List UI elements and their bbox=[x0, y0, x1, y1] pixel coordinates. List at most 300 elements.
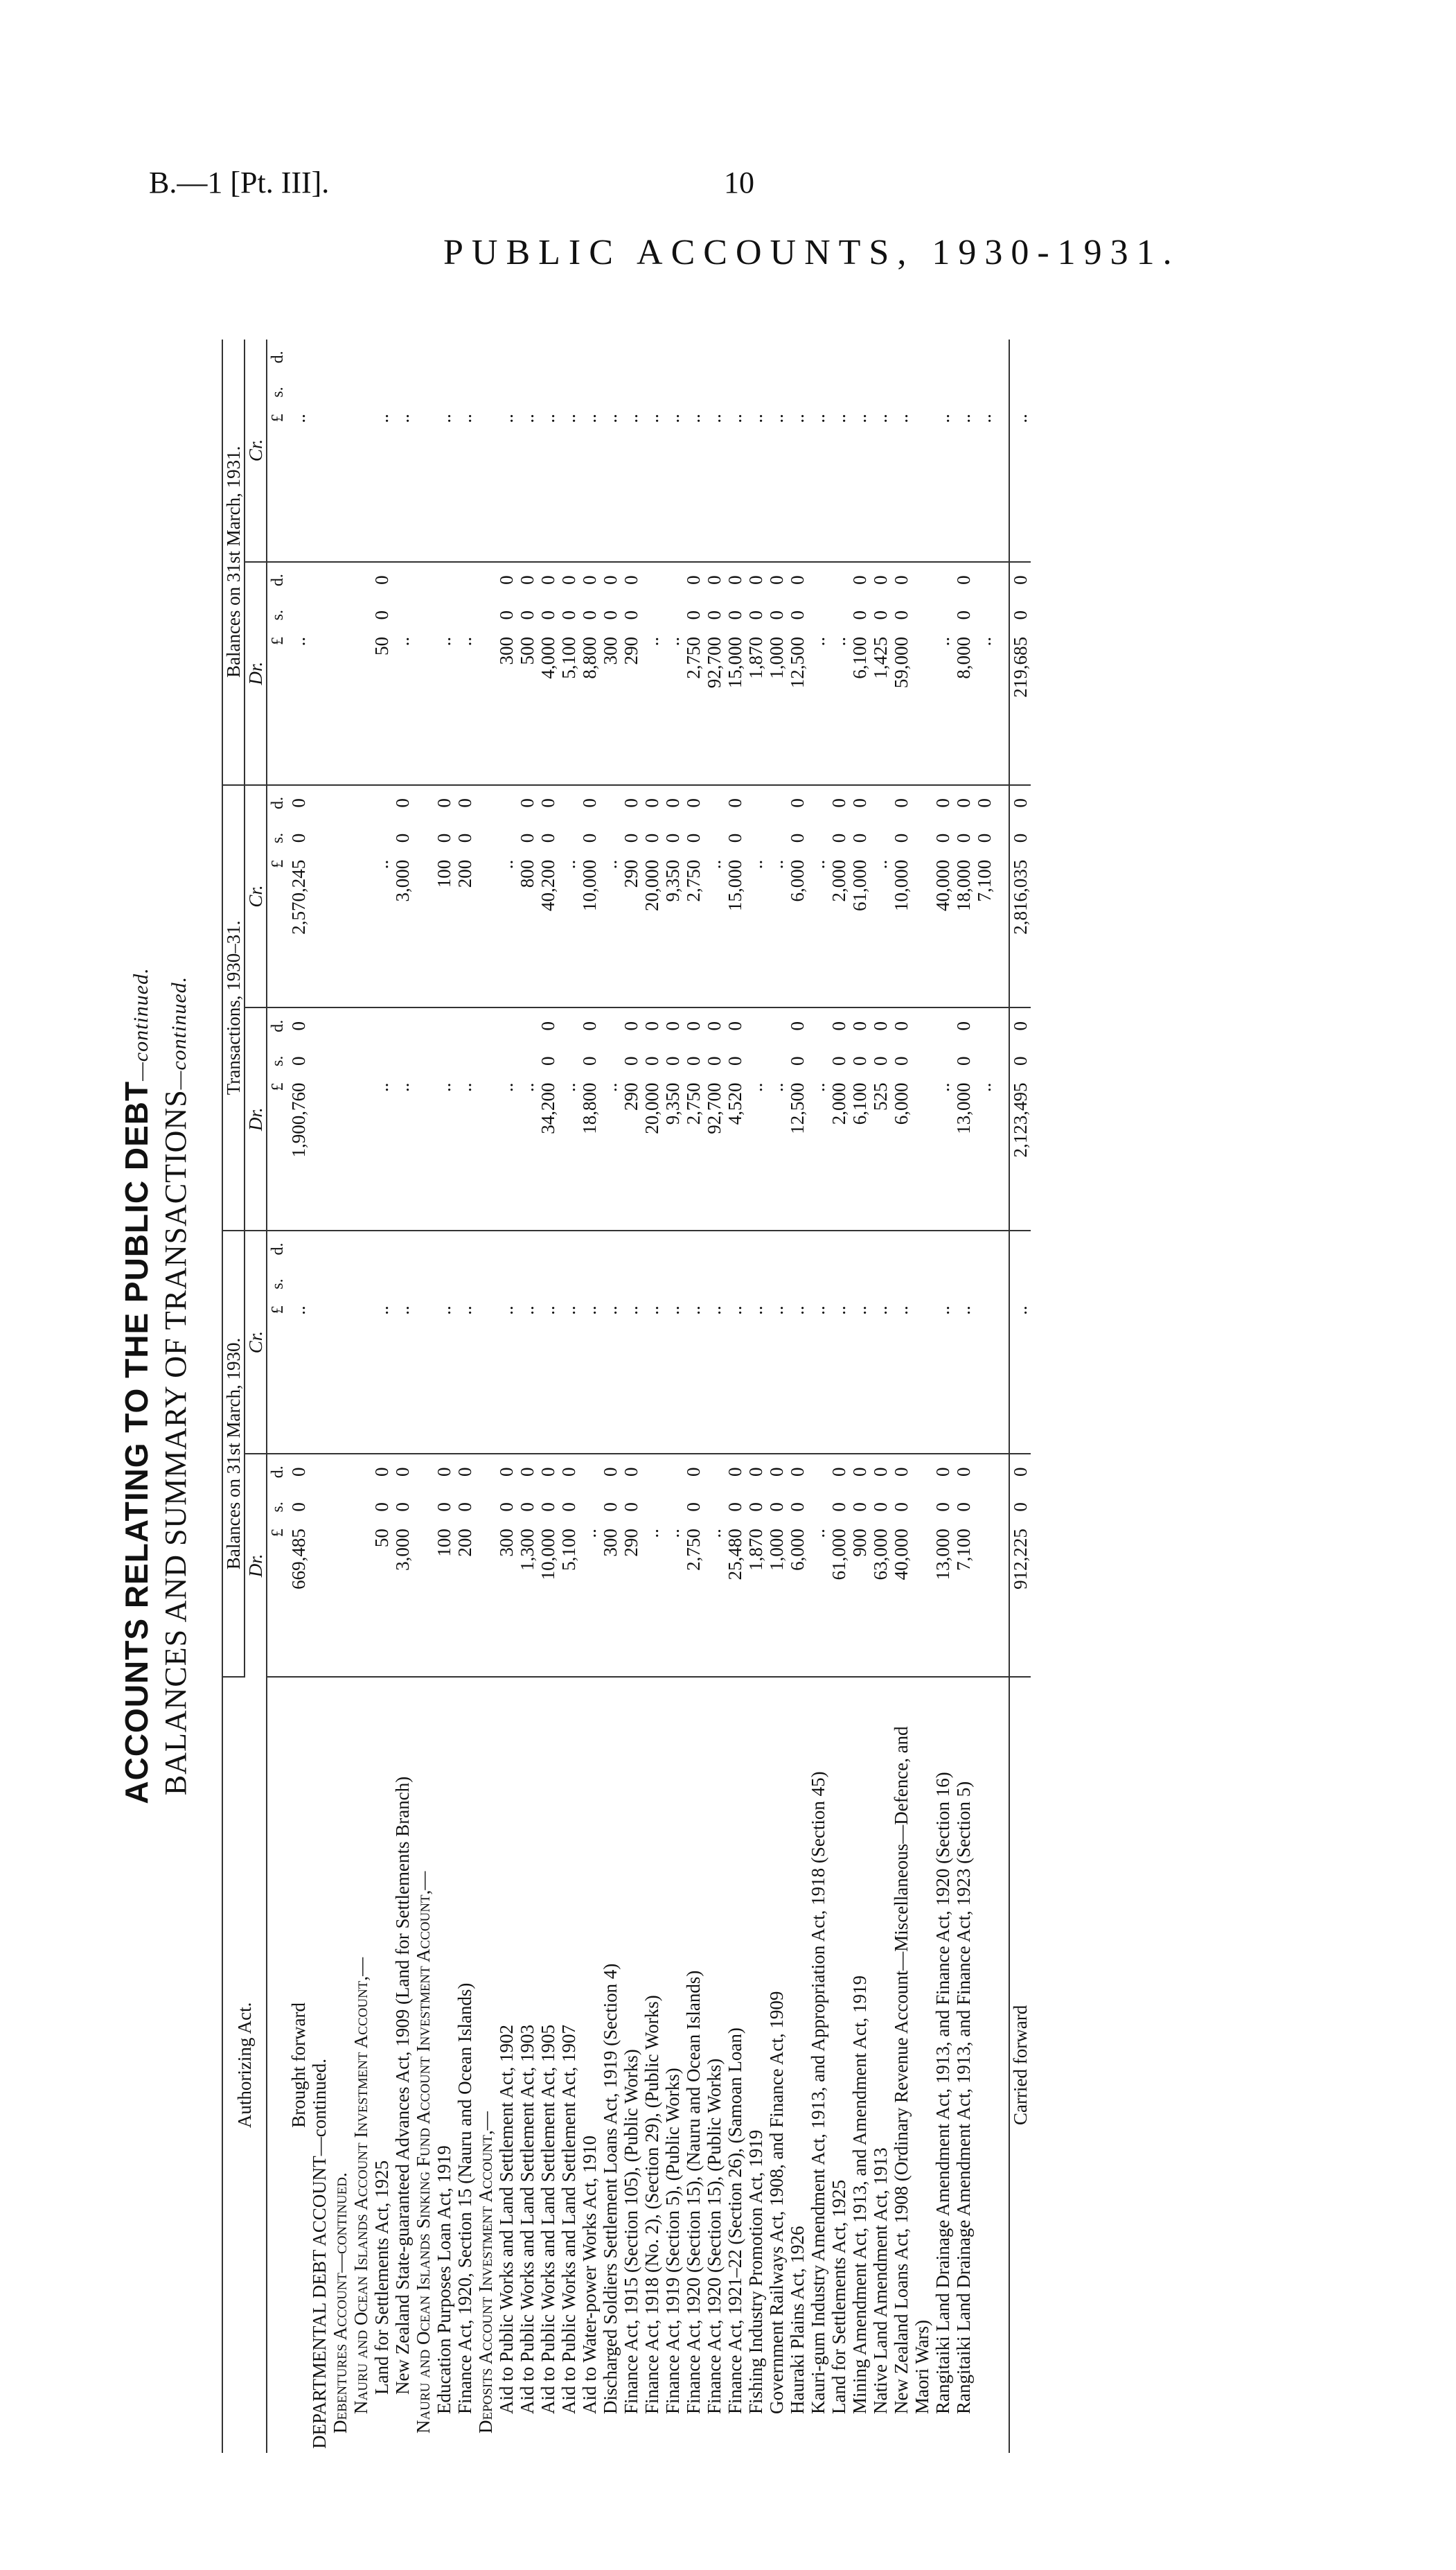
b-cr-pounds-cell: .. bbox=[725, 1301, 745, 1454]
b-cr-pounds-cell: .. bbox=[641, 1301, 662, 1454]
table-body bbox=[267, 340, 1031, 2453]
t-cr-pence-cell bbox=[309, 785, 330, 821]
e-cr-pounds-cell: .. bbox=[641, 410, 662, 562]
b-cr-pence-cell bbox=[413, 1231, 434, 1267]
e-cr-pounds-cell: .. bbox=[392, 410, 413, 562]
e-dr-shillings-cell bbox=[808, 597, 828, 633]
b-dr-shillings-cell bbox=[808, 1490, 828, 1525]
balances-table bbox=[222, 340, 1031, 2453]
b-cr-pounds-cell: .. bbox=[683, 1301, 704, 1454]
e-dr-pence-cell bbox=[288, 562, 309, 598]
table-row bbox=[704, 340, 725, 2453]
e-cr-shillings-cell bbox=[662, 375, 683, 410]
b-dr-shillings-cell: 0 bbox=[496, 1502, 517, 1512]
t-dr-shillings-cell bbox=[517, 1044, 538, 1079]
b-dr-shillings-cell: 0 bbox=[538, 1502, 558, 1512]
b-dr-pounds-cell: 61,000 bbox=[828, 1524, 849, 1677]
t-dr-pounds-cell: 34,200 bbox=[538, 1079, 558, 1231]
b-dr-pounds-cell: .. bbox=[579, 1524, 600, 1677]
col-balances-1931: Balances on 31st March, 1931. bbox=[222, 340, 245, 785]
b-dr-pence-cell: 0 bbox=[600, 1467, 621, 1477]
t-cr-pence-cell: 0 bbox=[641, 798, 662, 808]
b-dr-pounds-cell: 2,750 bbox=[683, 1524, 704, 1677]
e-cr-shillings-cell bbox=[828, 375, 849, 410]
b-cr-pence-cell bbox=[371, 1231, 392, 1267]
spacer-row bbox=[995, 340, 1009, 2453]
b-dr-pence-cell bbox=[808, 1454, 828, 1490]
b-dr-pounds-cell: 100 bbox=[434, 1524, 454, 1677]
e-dr-pence-cell: 0 bbox=[953, 575, 974, 585]
e-cr-pence-cell bbox=[891, 340, 932, 375]
b-dr-pounds-cell: 3,000 bbox=[392, 1524, 413, 1677]
e-dr-shillings-cell: 0 bbox=[745, 610, 766, 620]
b-dr-pence-cell: 0 bbox=[288, 1467, 309, 1477]
e-cr-pence-cell bbox=[1009, 340, 1031, 375]
b-dr-pounds-cell: 1,000 bbox=[766, 1524, 787, 1677]
authorizing-act-cell: Mining Amendment Act, 1913, and Amendment Act, 1919 bbox=[849, 1975, 870, 2414]
t-dr-shillings-cell: 0 bbox=[641, 1056, 662, 1066]
b-cr-pounds-cell: .. bbox=[621, 1301, 641, 1454]
t-cr-pounds-cell: 3,000 bbox=[392, 856, 413, 1008]
e-cr-pence-cell bbox=[413, 340, 434, 375]
e-cr-pounds-cell bbox=[413, 410, 434, 562]
e-dr-shillings-cell bbox=[350, 597, 371, 633]
e-dr-shillings-cell: 0 bbox=[538, 610, 558, 620]
e-cr-pounds-cell: .. bbox=[745, 410, 766, 562]
b-cr-pence-cell bbox=[953, 1231, 974, 1267]
t-cr-shillings-cell: 0 bbox=[641, 833, 662, 843]
e-cr-pounds-cell: .. bbox=[870, 410, 891, 562]
t-dr-pounds-cell: 2,123,495 bbox=[1009, 1079, 1031, 1231]
e-cr-pence-cell bbox=[579, 340, 600, 375]
t-cr-pence-cell bbox=[475, 785, 496, 821]
b-cr-shillings-cell bbox=[849, 1267, 870, 1302]
page-reference: B.—1 [Pt. III]. bbox=[149, 166, 330, 200]
b-cr-pence-cell bbox=[558, 1231, 579, 1267]
e-cr-pence-cell bbox=[454, 340, 475, 375]
b-dr-pence-cell: 0 bbox=[371, 1467, 392, 1477]
e-dr-shillings-cell bbox=[641, 597, 662, 633]
b-dr-pounds-cell: 912,225 bbox=[1009, 1524, 1031, 1677]
b-cr-pence-cell bbox=[787, 1231, 808, 1267]
b-cr-pounds-cell: .. bbox=[288, 1301, 309, 1454]
e-cr-pounds-cell: .. bbox=[891, 410, 932, 562]
b-dr-shillings-cell bbox=[350, 1490, 371, 1525]
t-dr-shillings-cell: 0 bbox=[662, 1056, 683, 1066]
b-dr-shillings-cell: 0 bbox=[891, 1502, 912, 1512]
b-dr-pounds-cell: 6,000 bbox=[787, 1524, 808, 1677]
e-dr-pounds-cell: .. bbox=[288, 633, 309, 785]
t-dr-pounds-cell: .. bbox=[745, 1079, 766, 1231]
t-dr-shillings-cell bbox=[309, 1044, 330, 1079]
t-dr-shillings-cell: 0 bbox=[538, 1056, 558, 1066]
t-dr-pounds-cell: 2,000 bbox=[828, 1079, 849, 1231]
t-dr-pounds-cell: 6,100 bbox=[849, 1079, 870, 1231]
b-cr-pounds-cell bbox=[475, 1301, 496, 1454]
e-dr-pounds-cell bbox=[350, 633, 371, 785]
b-cr-pounds-cell: .. bbox=[932, 1301, 953, 1454]
e-cr-pounds-cell bbox=[309, 410, 330, 562]
b-cr-pounds-cell: .. bbox=[434, 1301, 454, 1454]
t-dr-pounds-cell: 6,000 bbox=[891, 1079, 932, 1231]
t-cr-pounds-cell: 2,570,245 bbox=[288, 856, 309, 1008]
table-row bbox=[641, 340, 662, 2453]
e-cr-pence-cell bbox=[808, 340, 828, 375]
t-cr-pence-cell: 0 bbox=[538, 798, 558, 808]
e-dr-pence-cell: 0 bbox=[538, 575, 558, 585]
b-cr-shillings-cell bbox=[621, 1267, 641, 1302]
b-cr-shillings-cell bbox=[891, 1267, 932, 1302]
authorizing-act-cell: Finance Act, 1918 (No. 2), (Section 29), (Public Works) bbox=[641, 1995, 662, 2414]
t-cr-shillings-cell: 0 bbox=[288, 833, 309, 843]
e-dr-pence-cell: 0 bbox=[579, 575, 600, 585]
b-dr-pounds-cell: 1,300 bbox=[517, 1524, 538, 1677]
e-cr-shillings-cell bbox=[870, 375, 891, 410]
e-cr-pounds-cell: .. bbox=[454, 410, 475, 562]
b-dr-pence-cell bbox=[579, 1454, 600, 1490]
e-cr-pounds-cell: .. bbox=[434, 410, 454, 562]
e-dr-pence-cell: 0 bbox=[558, 575, 579, 585]
e-cr-pounds-cell bbox=[330, 410, 350, 562]
table-row bbox=[932, 340, 953, 2453]
b-cr-pence-cell bbox=[725, 1231, 745, 1267]
e-dr-pounds-cell: 15,000 bbox=[725, 633, 745, 785]
e-cr-shillings-cell bbox=[683, 375, 704, 410]
t-cr-shillings-cell: 0 bbox=[828, 833, 849, 843]
e-cr-pounds-cell: .. bbox=[725, 410, 745, 562]
col-authorizing-act: Authorizing Act. bbox=[222, 1677, 267, 2453]
table-row bbox=[683, 340, 704, 2453]
e-dr-pounds-cell: 59,000 bbox=[891, 633, 932, 785]
e-dr-shillings-cell bbox=[434, 597, 454, 633]
e-cr-shillings-cell bbox=[558, 375, 579, 410]
t-cr-pence-cell: 0 bbox=[288, 798, 309, 808]
e-dr-pence-cell: 0 bbox=[849, 575, 870, 585]
b-cr-shillings-cell bbox=[434, 1267, 454, 1302]
t-cr-pence-cell: 0 bbox=[434, 798, 454, 808]
e-cr-pounds-cell: .. bbox=[662, 410, 683, 562]
authorizing-act-cell: Kauri-gum Industry Amendment Act, 1913, and Appropriation Act, 1918 (Section 45) bbox=[808, 1771, 828, 2414]
col-cr: Cr. bbox=[245, 340, 267, 562]
e-cr-pounds-cell: .. bbox=[683, 410, 704, 562]
b-cr-pence-cell bbox=[330, 1231, 350, 1267]
b-dr-shillings-cell bbox=[330, 1490, 350, 1525]
b-cr-pounds-cell: .. bbox=[579, 1301, 600, 1454]
table-row bbox=[350, 340, 371, 2453]
e-dr-pounds-cell: .. bbox=[662, 633, 683, 785]
t-dr-pounds-cell: 9,350 bbox=[662, 1079, 683, 1231]
t-dr-pence-cell bbox=[413, 1007, 434, 1044]
b-cr-pence-cell bbox=[932, 1231, 953, 1267]
b-dr-shillings-cell: 0 bbox=[828, 1502, 849, 1512]
b-dr-shillings-cell: 0 bbox=[600, 1502, 621, 1512]
e-cr-pounds-cell: .. bbox=[288, 410, 309, 562]
table-row bbox=[454, 340, 475, 2453]
t-cr-pounds-cell: .. bbox=[870, 856, 891, 1008]
e-dr-shillings-cell bbox=[974, 597, 995, 633]
col-transactions: Transactions, 1930–31. bbox=[222, 785, 245, 1231]
t-dr-shillings-cell: 0 bbox=[288, 1056, 309, 1066]
b-cr-pounds-cell: .. bbox=[392, 1301, 413, 1454]
b-cr-pence-cell bbox=[600, 1231, 621, 1267]
t-cr-pounds-cell: .. bbox=[558, 856, 579, 1008]
t-dr-pence-cell: 0 bbox=[288, 1021, 309, 1031]
b-dr-pounds-cell: 40,000 bbox=[891, 1524, 932, 1677]
b-dr-pounds-cell bbox=[413, 1524, 434, 1677]
b-cr-shillings-cell bbox=[641, 1267, 662, 1302]
b-cr-pounds-cell bbox=[350, 1301, 371, 1454]
b-dr-pounds-cell bbox=[974, 1524, 995, 1677]
t-cr-pounds-cell: .. bbox=[745, 856, 766, 1008]
t-cr-pounds-cell: .. bbox=[808, 856, 828, 1008]
t-cr-pence-cell bbox=[870, 785, 891, 821]
t-dr-pence-cell: 0 bbox=[828, 1021, 849, 1031]
b-dr-pence-cell: 0 bbox=[932, 1467, 953, 1477]
b-cr-shillings-cell bbox=[870, 1267, 891, 1302]
e-dr-shillings-cell: 0 bbox=[870, 610, 891, 620]
e-dr-pence-cell: 0 bbox=[1009, 562, 1031, 598]
table-row bbox=[538, 340, 558, 2453]
t-dr-pounds-cell: 1,900,760 bbox=[288, 1079, 309, 1231]
col-dr: Dr. bbox=[245, 562, 267, 785]
b-cr-pounds-cell: .. bbox=[808, 1301, 828, 1454]
b-cr-pounds-cell: .. bbox=[600, 1301, 621, 1454]
b-cr-pounds-cell: .. bbox=[849, 1301, 870, 1454]
t-dr-shillings-cell bbox=[496, 1044, 517, 1079]
b-cr-pence-cell bbox=[849, 1231, 870, 1267]
e-cr-shillings-cell bbox=[725, 375, 745, 410]
b-cr-pounds-cell: .. bbox=[538, 1301, 558, 1454]
b-cr-shillings-cell bbox=[413, 1267, 434, 1302]
b-cr-shillings-cell bbox=[538, 1267, 558, 1302]
b-dr-shillings-cell: 0 bbox=[392, 1502, 413, 1512]
b-dr-shillings-cell bbox=[309, 1490, 330, 1525]
table-row bbox=[371, 340, 392, 2453]
table-row bbox=[808, 340, 828, 2453]
b-dr-pence-cell: 0 bbox=[745, 1467, 766, 1477]
e-cr-pence-cell bbox=[849, 340, 870, 375]
t-cr-shillings-cell: 0 bbox=[1009, 820, 1031, 856]
t-cr-pounds-cell: 800 bbox=[517, 856, 538, 1008]
t-cr-pounds-cell bbox=[330, 856, 350, 1008]
t-dr-shillings-cell: 0 bbox=[891, 1056, 912, 1066]
e-cr-pence-cell bbox=[371, 340, 392, 375]
e-cr-shillings-cell bbox=[517, 375, 538, 410]
t-dr-shillings-cell: 0 bbox=[787, 1056, 808, 1066]
e-dr-pence-cell bbox=[662, 562, 683, 598]
t-dr-pounds-cell: 12,500 bbox=[787, 1079, 808, 1231]
e-dr-shillings-cell bbox=[828, 597, 849, 633]
b-cr-pounds-cell: .. bbox=[662, 1301, 683, 1454]
t-cr-pounds-cell: 290 bbox=[621, 856, 641, 1008]
e-cr-shillings-cell bbox=[413, 375, 434, 410]
b-dr-shillings-cell bbox=[704, 1490, 725, 1525]
e-cr-pence-cell bbox=[953, 340, 974, 375]
b-cr-pence-cell bbox=[517, 1231, 538, 1267]
e-cr-shillings-cell bbox=[621, 375, 641, 410]
t-cr-pence-cell bbox=[558, 785, 579, 821]
e-dr-pounds-cell: 1,425 bbox=[870, 633, 891, 785]
e-cr-shillings-cell bbox=[434, 375, 454, 410]
b-dr-pounds-cell: 669,485 bbox=[288, 1524, 309, 1677]
t-cr-pounds-cell: 7,100 bbox=[974, 856, 995, 1008]
b-cr-pence-cell bbox=[392, 1231, 413, 1267]
b-cr-shillings-cell bbox=[932, 1267, 953, 1302]
t-dr-pounds-cell: 4,520 bbox=[725, 1079, 745, 1231]
e-cr-shillings-cell bbox=[641, 375, 662, 410]
t-cr-shillings-cell: 0 bbox=[974, 833, 995, 843]
e-dr-shillings-cell bbox=[454, 597, 475, 633]
t-cr-shillings-cell bbox=[371, 820, 392, 856]
t-dr-shillings-cell bbox=[434, 1044, 454, 1079]
t-dr-shillings-cell bbox=[558, 1044, 579, 1079]
b-cr-shillings-cell bbox=[683, 1267, 704, 1302]
t-dr-pounds-cell: .. bbox=[434, 1079, 454, 1231]
b-cr-shillings-cell bbox=[704, 1267, 725, 1302]
e-dr-pence-cell: 0 bbox=[371, 575, 392, 585]
t-cr-pounds-cell: .. bbox=[704, 856, 725, 1008]
e-cr-pence-cell bbox=[517, 340, 538, 375]
t-dr-shillings-cell: 0 bbox=[870, 1056, 891, 1066]
e-dr-pence-cell: 0 bbox=[704, 575, 725, 585]
e-cr-pence-cell bbox=[392, 340, 413, 375]
e-cr-shillings-cell bbox=[932, 375, 953, 410]
b-cr-shillings-cell bbox=[371, 1267, 392, 1302]
b-cr-shillings-cell bbox=[725, 1267, 745, 1302]
t-cr-shillings-cell: 0 bbox=[517, 833, 538, 843]
b-dr-pounds-cell: 290 bbox=[621, 1524, 641, 1677]
b-cr-shillings-cell bbox=[662, 1267, 683, 1302]
t-cr-shillings-cell: 0 bbox=[662, 833, 683, 843]
table-row bbox=[828, 340, 849, 2453]
b-dr-pounds-cell: .. bbox=[808, 1524, 828, 1677]
b-dr-pence-cell bbox=[330, 1454, 350, 1490]
table-row bbox=[849, 340, 870, 2453]
e-dr-pounds-cell: 92,700 bbox=[704, 633, 725, 785]
page-title: PUBLIC ACCOUNTS, 1930-1931. bbox=[443, 233, 1180, 272]
b-cr-pence-cell bbox=[891, 1231, 932, 1267]
b-cr-pence-cell bbox=[808, 1231, 828, 1267]
b-dr-shillings-cell: 0 bbox=[288, 1502, 309, 1512]
e-cr-shillings-cell bbox=[330, 375, 350, 410]
t-dr-pence-cell bbox=[558, 1007, 579, 1044]
e-dr-pounds-cell: .. bbox=[434, 633, 454, 785]
e-dr-pounds-cell bbox=[475, 633, 496, 785]
authorizing-act-cell bbox=[974, 1677, 995, 2453]
t-cr-pounds-cell: 61,000 bbox=[849, 856, 870, 1008]
t-dr-pence-cell: 0 bbox=[662, 1021, 683, 1031]
t-cr-pounds-cell: 10,000 bbox=[891, 856, 932, 1008]
b-dr-pounds-cell: 10,000 bbox=[538, 1524, 558, 1677]
e-dr-shillings-cell bbox=[288, 597, 309, 633]
b-cr-shillings-cell bbox=[454, 1267, 475, 1302]
table-row bbox=[309, 340, 330, 2453]
t-cr-pence-cell: 0 bbox=[849, 798, 870, 808]
e-cr-shillings-cell bbox=[766, 375, 787, 410]
b-dr-shillings-cell bbox=[641, 1490, 662, 1525]
b-cr-shillings-cell bbox=[288, 1267, 309, 1302]
b-cr-shillings-cell bbox=[787, 1267, 808, 1302]
e-dr-pounds-cell: 219,685 bbox=[1009, 633, 1031, 785]
carried-forward-row bbox=[1009, 340, 1031, 2453]
table-row bbox=[787, 340, 808, 2453]
col-dr: Dr. bbox=[245, 1454, 267, 1677]
t-dr-pounds-cell: .. bbox=[371, 1079, 392, 1231]
b-dr-shillings-cell: 0 bbox=[953, 1502, 974, 1512]
b-dr-pounds-cell: 300 bbox=[600, 1524, 621, 1677]
rotated-table-block bbox=[118, 298, 1365, 2474]
t-dr-shillings-cell: 0 bbox=[725, 1056, 745, 1066]
e-cr-pence-cell bbox=[932, 340, 953, 375]
e-dr-shillings-cell bbox=[330, 597, 350, 633]
t-cr-shillings-cell bbox=[496, 820, 517, 856]
authorizing-act-cell: Nauru and Ocean Islands Account Investment Account,— bbox=[350, 1957, 371, 2414]
e-dr-pounds-cell: 300 bbox=[496, 633, 517, 785]
t-dr-pence-cell bbox=[454, 1007, 475, 1044]
b-cr-shillings-cell bbox=[766, 1267, 787, 1302]
t-dr-pounds-cell bbox=[475, 1079, 496, 1231]
b-cr-pence-cell bbox=[828, 1231, 849, 1267]
b-dr-shillings-cell bbox=[475, 1490, 496, 1525]
e-dr-shillings-cell bbox=[309, 597, 330, 633]
b-cr-pence-cell bbox=[434, 1231, 454, 1267]
b-cr-pounds-cell: .. bbox=[704, 1301, 725, 1454]
e-cr-pence-cell bbox=[828, 340, 849, 375]
t-cr-pounds-cell: .. bbox=[600, 856, 621, 1008]
e-dr-shillings-cell: 0 bbox=[496, 610, 517, 620]
e-cr-pence-cell bbox=[641, 340, 662, 375]
e-dr-shillings-cell: 0 bbox=[1009, 597, 1031, 633]
t-dr-pence-cell bbox=[309, 1007, 330, 1044]
table-row bbox=[662, 340, 683, 2453]
e-dr-pence-cell: 0 bbox=[600, 575, 621, 585]
t-dr-pence-cell: 0 bbox=[953, 1021, 974, 1031]
e-dr-pence-cell: 0 bbox=[745, 575, 766, 585]
t-dr-shillings-cell: 0 bbox=[849, 1056, 870, 1066]
e-cr-shillings-cell bbox=[974, 375, 995, 410]
b-cr-shillings-cell bbox=[517, 1267, 538, 1302]
t-dr-pounds-cell: .. bbox=[517, 1079, 538, 1231]
table-row bbox=[974, 340, 995, 2453]
t-cr-shillings-cell bbox=[766, 820, 787, 856]
e-cr-pounds-cell: .. bbox=[849, 410, 870, 562]
t-cr-pounds-cell: 15,000 bbox=[725, 856, 745, 1008]
b-dr-pence-cell bbox=[662, 1454, 683, 1490]
e-dr-pence-cell bbox=[350, 562, 371, 598]
t-cr-pounds-cell: 6,000 bbox=[787, 856, 808, 1008]
e-cr-shillings-cell bbox=[475, 375, 496, 410]
t-dr-pence-cell bbox=[330, 1007, 350, 1044]
e-cr-shillings-cell bbox=[454, 375, 475, 410]
table-subtitle: BALANCES AND SUMMARY OF TRANSACTIONS—continued. bbox=[159, 976, 193, 1796]
t-dr-pounds-cell: .. bbox=[766, 1079, 787, 1231]
b-cr-pounds-cell: .. bbox=[558, 1301, 579, 1454]
b-cr-pence-cell bbox=[621, 1231, 641, 1267]
b-dr-shillings-cell: 0 bbox=[454, 1502, 475, 1512]
e-dr-pence-cell bbox=[828, 562, 849, 598]
table-row bbox=[891, 340, 932, 2453]
t-dr-shillings-cell bbox=[350, 1044, 371, 1079]
t-dr-pounds-cell: .. bbox=[454, 1079, 475, 1231]
b-cr-pounds-cell bbox=[330, 1301, 350, 1454]
t-cr-pence-cell: 0 bbox=[662, 798, 683, 808]
b-dr-pence-cell bbox=[974, 1454, 995, 1490]
table-row bbox=[434, 340, 454, 2453]
t-dr-pence-cell: 0 bbox=[725, 1021, 745, 1031]
t-cr-shillings-cell bbox=[309, 820, 330, 856]
b-dr-shillings-cell: 0 bbox=[766, 1502, 787, 1512]
t-dr-pence-cell bbox=[600, 1007, 621, 1044]
